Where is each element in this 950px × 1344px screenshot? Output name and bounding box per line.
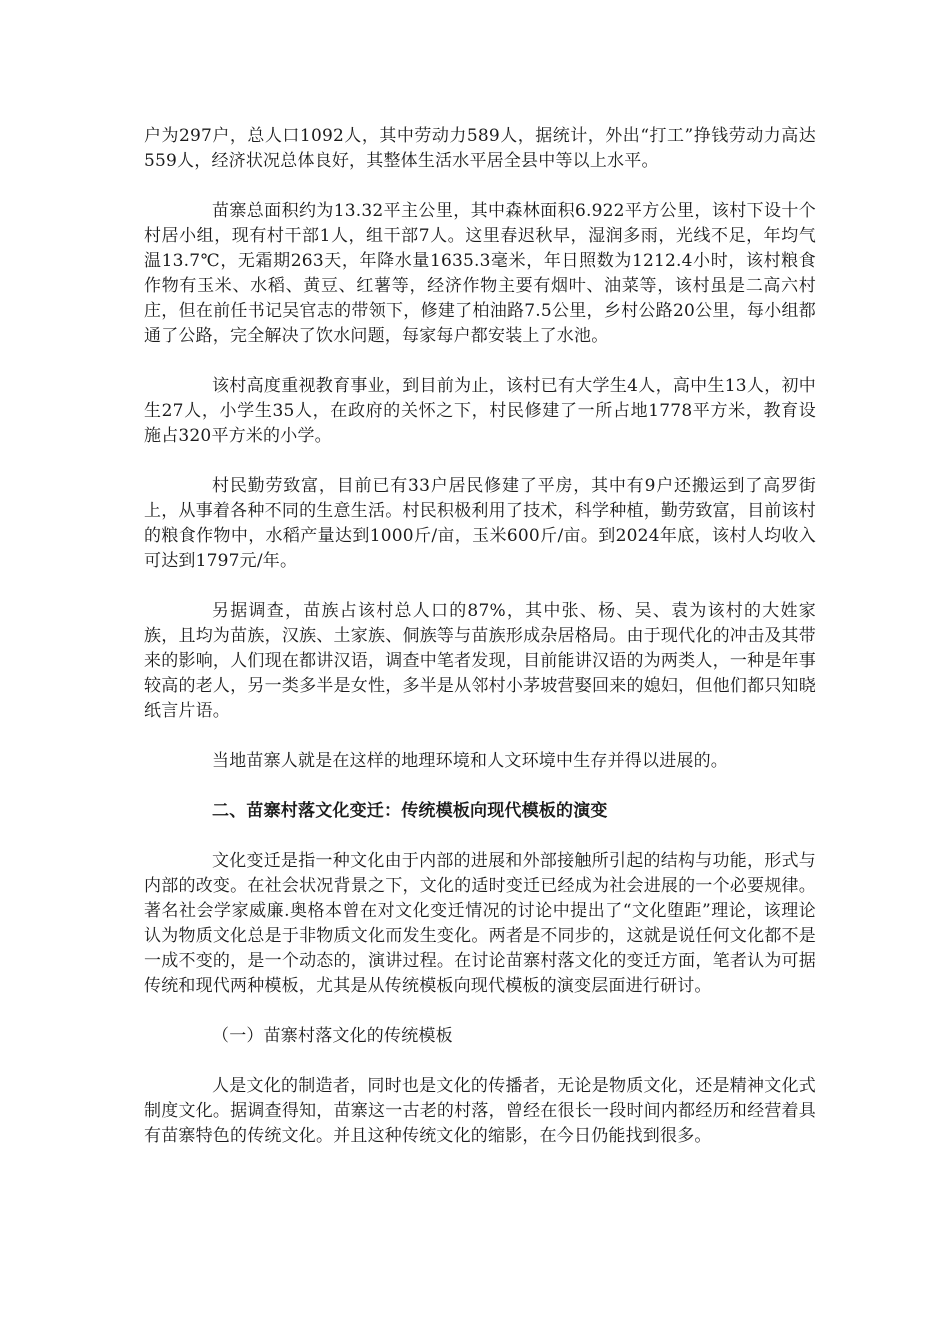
- paragraph-population: 户为297户，总人口1092人，其中劳动力589人，据统计，外出“打工”挣钱劳动力高达559人，经济状况总体良好，其整体生活水平居全县中等以上水平。: [144, 126, 816, 171]
- subsection-heading: （一）苗寨村落文化的传统模板: [212, 1026, 453, 1046]
- paragraph-economy: 村民勤劳致富，目前已有33户居民修建了平房，其中有9户还搬运到了高罗街上，从事着各种不同的生意生活。村民积极利用了技术，科学种植，勤劳致富，目前该村的粮食作物中，水稻产量达到1000斤/亩，玉米600斤/亩。到2024年底，该村人均收入可达到1797元/年。: [144, 476, 816, 571]
- paragraph-geography: 苗寨总面积约为13.32平主公里，其中森林面积6.922平方公里，该村下设十个村居小组，现有村干部1人，组干部7人。这里春迟秋早，湿润多雨，光线不足，年均气温13.7℃，无霜期263天，年降水量1635.3毫米，年日照数为1212.4小时，该村粮食作物有玉米、水稻、黄豆、红薯等，经济作物主要有烟叶、油菜等，该村虽是二高六村庄，但在前任书记吴官志的带领下，修建了柏油路7.5公里，乡村公路20公里，每小组都通了公路，完全解决了饮水问题，每家每户都安装上了水池。: [144, 201, 816, 346]
- section-heading: 二、苗寨村落文化变迁：传统模板向现代模板的演变: [212, 801, 608, 821]
- paragraph-education: 该村高度重视教育事业，到目前为止，该村已有大学生4人，高中生13人，初中生27人，小学生35人，在政府的关怀之下，村民修建了一所占地1778平方米，教育设施占320平方米的小学。: [144, 376, 816, 446]
- paragraph-ethnicity: 另据调查，苗族占该村总人口的87%，其中张、杨、吴、袁为该村的大姓家族，且均为苗族，汉族、土家族、侗族等与苗族形成杂居格局。由于现代化的冲击及其带来的影响，人们现在都讲汉语，调查中笔者发现，目前能讲汉语的为两类人，一种是年事较高的老人，另一类多半是女性，多半是从邻村小茅坡营娶回来的媳妇，但他们都只知晓纸言片语。: [144, 601, 816, 721]
- paragraph-summary: 当地苗寨人就是在这样的地理环境和人文环境中生存并得以进展的。: [212, 751, 728, 771]
- paragraph-cultural-change: 文化变迁是指一种文化由于内部的进展和外部接触所引起的结构与功能，形式与内部的改变。在社会状况背景之下，文化的适时变迁已经成为社会进展的一个必要规律。著名社会学家威廉.奥格本曾在对文化变迁情况的讨论中提出了“文化堕距”理论，该理论认为物质文化总是于非物质文化而发生变化。两者是不同步的，这就是说任何文化都不是一成不变的，是一个动态的，演讲过程。在讨论苗寨村落文化的变迁方面，笔者认为可据传统和现代两种模板，尤其是从传统模板向现代模板的演变层面进行研讨。: [144, 851, 816, 996]
- paragraph-traditional-model: 人是文化的制造者，同时也是文化的传播者，无论是物质文化，还是精神文化式制度文化。据调查得知，苗寨这一古老的村落，曾经在很长一段时间内都经历和经营着具有苗寨特色的传统文化。并且这种传统文化的缩影，在今日仍能找到很多。: [144, 1076, 816, 1146]
- document-body: [144, 124, 816, 1174]
